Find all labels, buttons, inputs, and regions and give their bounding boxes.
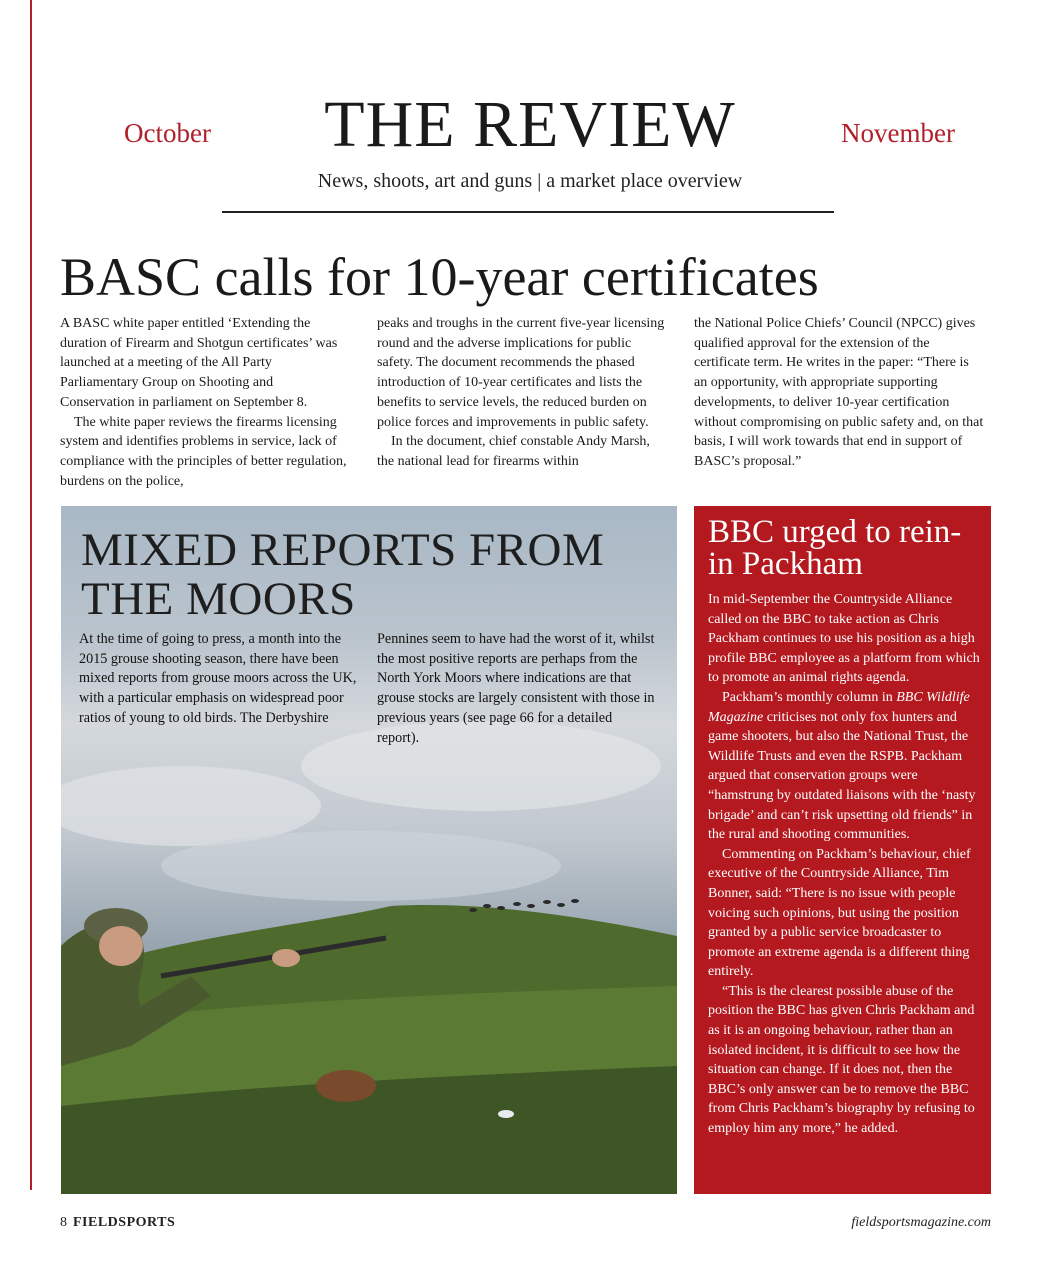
sidebar-paragraph: Commenting on Packham’s behaviour, chief executive of the Countryside Alliance, Tim Bonner, said: “There is no issue with people voicing such opinions, but using the position granted by a public service broadcaster to promote an extreme agenda is a different thing entirely.: [708, 846, 971, 980]
sidebar-paragraph: In mid-September the Countryside Alliance called on the BBC to take action as Chris Packham continues to use his position as a high profile BBC employee as a platform from which to promote an animal rights agenda.: [708, 592, 980, 686]
sidebar-text: criticises not only fox hunters and game shooters, but also the National Trust, the Wildlife Trusts and even the RSPB. Packham argued that conservation groups were “hamstrung by outdated liaisons with the ‘nasty brigade’ and can’t risk upsetting old friends” in the rural and shooting communities.: [708, 709, 976, 843]
sidebar-box: [694, 506, 991, 1194]
month-november: November: [841, 118, 955, 148]
feature-column-1: [79, 630, 359, 729]
moor-photo: [61, 506, 677, 1194]
sidebar-paragraph: [708, 688, 982, 845]
page-footer: [60, 1215, 175, 1231]
lead-column-2: [377, 314, 667, 472]
section-tagline: News, shoots, art and guns | a market place overview: [317, 170, 743, 192]
month-october: October: [124, 118, 211, 148]
sidebar-paragraph: “This is the clearest possible abuse of the position the BBC has given Chris Packham and as it is an ongoing behaviour, rather than an isolated incident, it is difficult to see how the situation can change. If it does not, then the BBC’s only answer can be to remove the BBC from Chris Packham’s biography by refusing to employ him any more,” he added.: [708, 983, 975, 1137]
magazine-title: BBC Wildlife Magazine: [708, 689, 970, 725]
lead-column-3: [694, 314, 984, 472]
lead-paragraph: A BASC white paper entitled ‘Extending the duration of Firearm and Shotgun certificates’ was launched at a meeting of the All Party Parliamentary Group on Shooting and Conservation in parliament on September 8.: [60, 316, 338, 410]
lead-headline: BASC calls for 10-year certificates: [60, 247, 819, 307]
feature-paragraph: Pennines seem to have had the worst of it, whilst the most positive reports are perhaps from the North York Moors where indications are that grouse stocks are largely consistent with those in previous years (see page 66 for a detailed report).: [377, 631, 655, 746]
page-number: 8: [60, 1215, 67, 1230]
website-link[interactable]: fieldsportsmagazine.com: [851, 1215, 991, 1230]
feature-column-2: [377, 630, 657, 748]
magazine-brand: FIELDSPORTS: [73, 1215, 176, 1230]
lead-paragraph: The white paper reviews the firearms licensing system and identifies problems in service, lack of compliance with the principles of better regulation, burdens on the police,: [60, 414, 347, 489]
lead-paragraph: In the document, chief constable Andy Marsh, the national lead for firearms within: [377, 434, 650, 469]
lead-paragraph: the National Police Chiefs’ Council (NPCC) gives qualified approval for the extension of the certificate term. He writes in the paper: “There is an opportunity, with appropriate supporting developments, to deliver 10-year certification without compromising on public safety and, on that basis, I will work towards that end in support of BASC’s proposal.”: [694, 316, 984, 469]
lead-column-1: [60, 314, 350, 491]
header-divider: [222, 211, 834, 213]
feature-headline: MIXED REPORTS FROM THE MOORS: [81, 524, 605, 625]
lead-paragraph: peaks and troughs in the current five-year licensing round and the adverse implications for public safety. The document recommends the phased introduction of 10-year certificates and lists the benefits to service levels, the reduced burden on police forces and improvements in public safety.: [377, 316, 665, 430]
section-title: THE REVIEW: [324, 88, 736, 161]
sidebar-headline: BBC urged to rein-in Packham: [708, 514, 962, 582]
sidebar-body: [708, 590, 982, 1139]
feature-paragraph: At the time of going to press, a month into the 2015 grouse shooting season, there have been mixed reports from grouse moors across the UK, with a particular emphasis on widespread poor ratios of young to old birds. The Derbyshire: [79, 631, 357, 726]
margin-rule: [30, 0, 32, 1190]
sidebar-text: Packham’s monthly column in: [722, 689, 897, 705]
